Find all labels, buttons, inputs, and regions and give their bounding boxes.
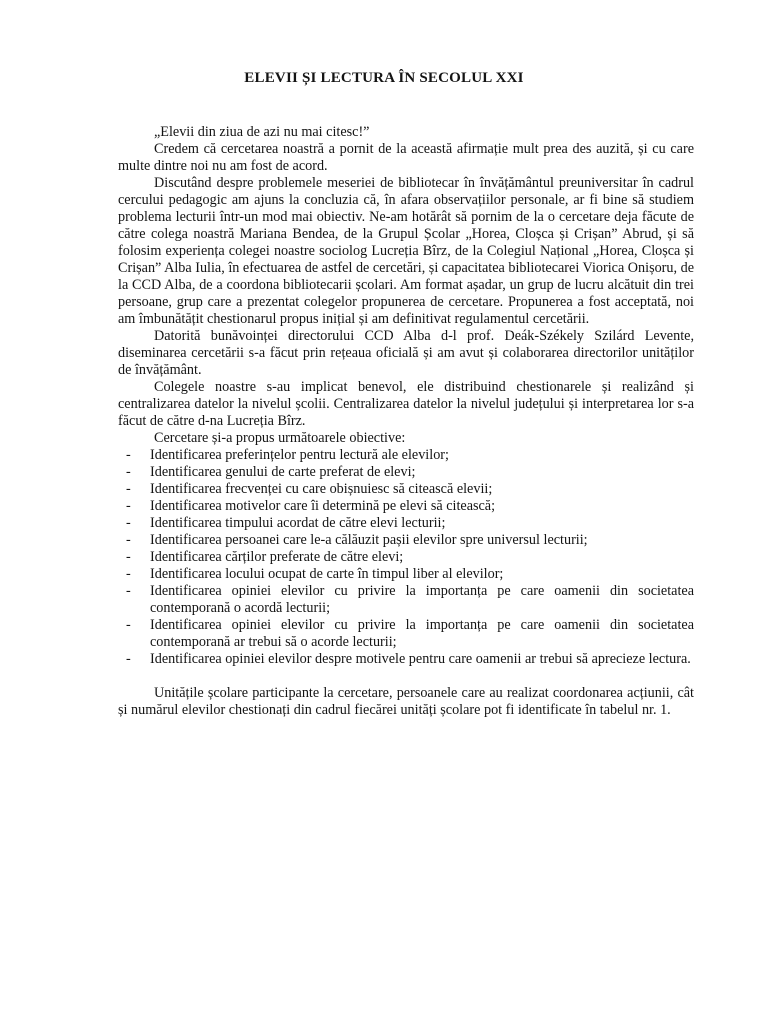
list-item (118, 515, 694, 532)
list-item-text: Identificarea opiniei elevilor cu privire la importanța pe care oamenii din societatea contemporană ar trebui să o acorde lecturii; (150, 617, 694, 650)
list-item-text: Identificarea opiniei elevilor despre motivele pentru care oamenii ar trebui să aprecieze lectura. (150, 651, 691, 667)
diseminare-paragraph: Datorită bunăvoinței directorului CCD Alba d-l prof. Deák-Székely Szilárd Levente, diseminarea cercetării s-a făcut prin rețeaua oficială și am avut și colaborarea directorilor unităților de învățământ. (118, 328, 694, 378)
document-title: ELEVII ȘI LECTURA ÎN SECOLUL XXI (244, 70, 524, 86)
list-marker: - (126, 532, 131, 548)
list-marker: - (126, 617, 131, 633)
objectives-heading: Cercetare și-a propus următoarele obiective: (154, 430, 406, 446)
list-marker: - (126, 464, 131, 480)
list-item-text: Identificarea genului de carte preferat de elevi; (150, 464, 416, 480)
list-item-text: Identificarea persoanei care le-a călăuzit pașii elevilor spre universul lecturii; (150, 532, 588, 548)
list-item-text: Identificarea frecvenței cu care obișnuiesc să citească elevii; (150, 481, 493, 497)
list-item (118, 566, 694, 583)
list-item-text: Identificarea timpului acordat de către elevi lecturii; (150, 515, 446, 531)
list-item (118, 617, 694, 651)
list-item-text: Identificarea opiniei elevilor cu privire la importanța pe care oamenii din societatea contemporană o acordă lecturii; (150, 583, 694, 616)
objectives-list (118, 447, 694, 668)
list-item (118, 583, 694, 617)
list-item (118, 532, 694, 549)
list-item (118, 481, 694, 498)
list-item-text: Identificarea locului ocupat de carte în timpul liber al elevilor; (150, 566, 504, 582)
list-item-text: Identificarea cărților preferate de către elevi; (150, 549, 404, 565)
method-paragraph: Discutând despre problemele meseriei de bibliotecar în învățământul preuniversitar în cadrul cercului pedagogic am ajuns la concluzia că, în afara observațiilor personale, ar fi bine să studiem problema lecturii într-un mod mai obiectiv. Ne-am hotărât să pornim de la o cercetare deja făcute de către colega noastră Mariana Bendea, de la Grupul Școlar „Horea, Cloșca și Crișan” Abrud, și să folosim experiența colegei noastre sociolog Lucreția Bîrz, de la Colegiul Național „Horea, Cloșca și Crișan” Alba Iulia, în efectuarea de astfel de cercetări, și capacitatea bibliotecarei Viorica Onișoru, de la CCD Alba, de a coordona bibliotecarii școlari. Am format așadar, un grup de lucru alcătuit din trei persoane, grup care a prezentat colegelor propunerea de cercetare. Propunerea a fost acceptată, noi am îmbunătățit chestionarul propus inițial și am definitivat regulamentul cercetării. (118, 175, 694, 327)
list-marker: - (126, 447, 131, 463)
list-marker: - (126, 566, 131, 582)
list-item (118, 651, 694, 668)
colleagues-paragraph: Colegele noastre s-au implicat benevol, ele distribuind chestionarele și realizând și centralizarea datelor la nivelul școlii. Centralizarea datelor la nivelul județului și interpretarea lor s-a făcut de către d-na Lucreția Bîrz. (118, 379, 694, 429)
list-item (118, 549, 694, 566)
list-item (118, 464, 694, 481)
list-marker: - (126, 498, 131, 514)
list-marker: - (126, 481, 131, 497)
list-item-text: Identificarea motivelor care îi determină pe elevi să citească; (150, 498, 496, 514)
document-body (118, 124, 694, 719)
list-marker: - (126, 651, 131, 667)
list-marker: - (126, 549, 131, 565)
quote-paragraph: „Elevii din ziua de azi nu mai citesc!” (154, 124, 370, 140)
list-item-text: Identificarea preferințelor pentru lectură ale elevilor; (150, 447, 449, 463)
list-marker: - (126, 583, 131, 599)
list-item (118, 447, 694, 464)
list-item (118, 498, 694, 515)
intro-paragraph: Credem că cercetarea noastră a pornit de la această afirmație mult prea des auzită, și cu care multe dintre noi nu am fost de acord. (118, 141, 694, 174)
list-marker: - (126, 515, 131, 531)
closing-paragraph: Unitățile școlare participante la cercetare, persoanele care au realizat coordonarea acțiunii, cât și numărul elevilor chestionați din cadrul fiecărei unități școlare pot fi identificate în tabelul nr. 1. (118, 685, 694, 718)
